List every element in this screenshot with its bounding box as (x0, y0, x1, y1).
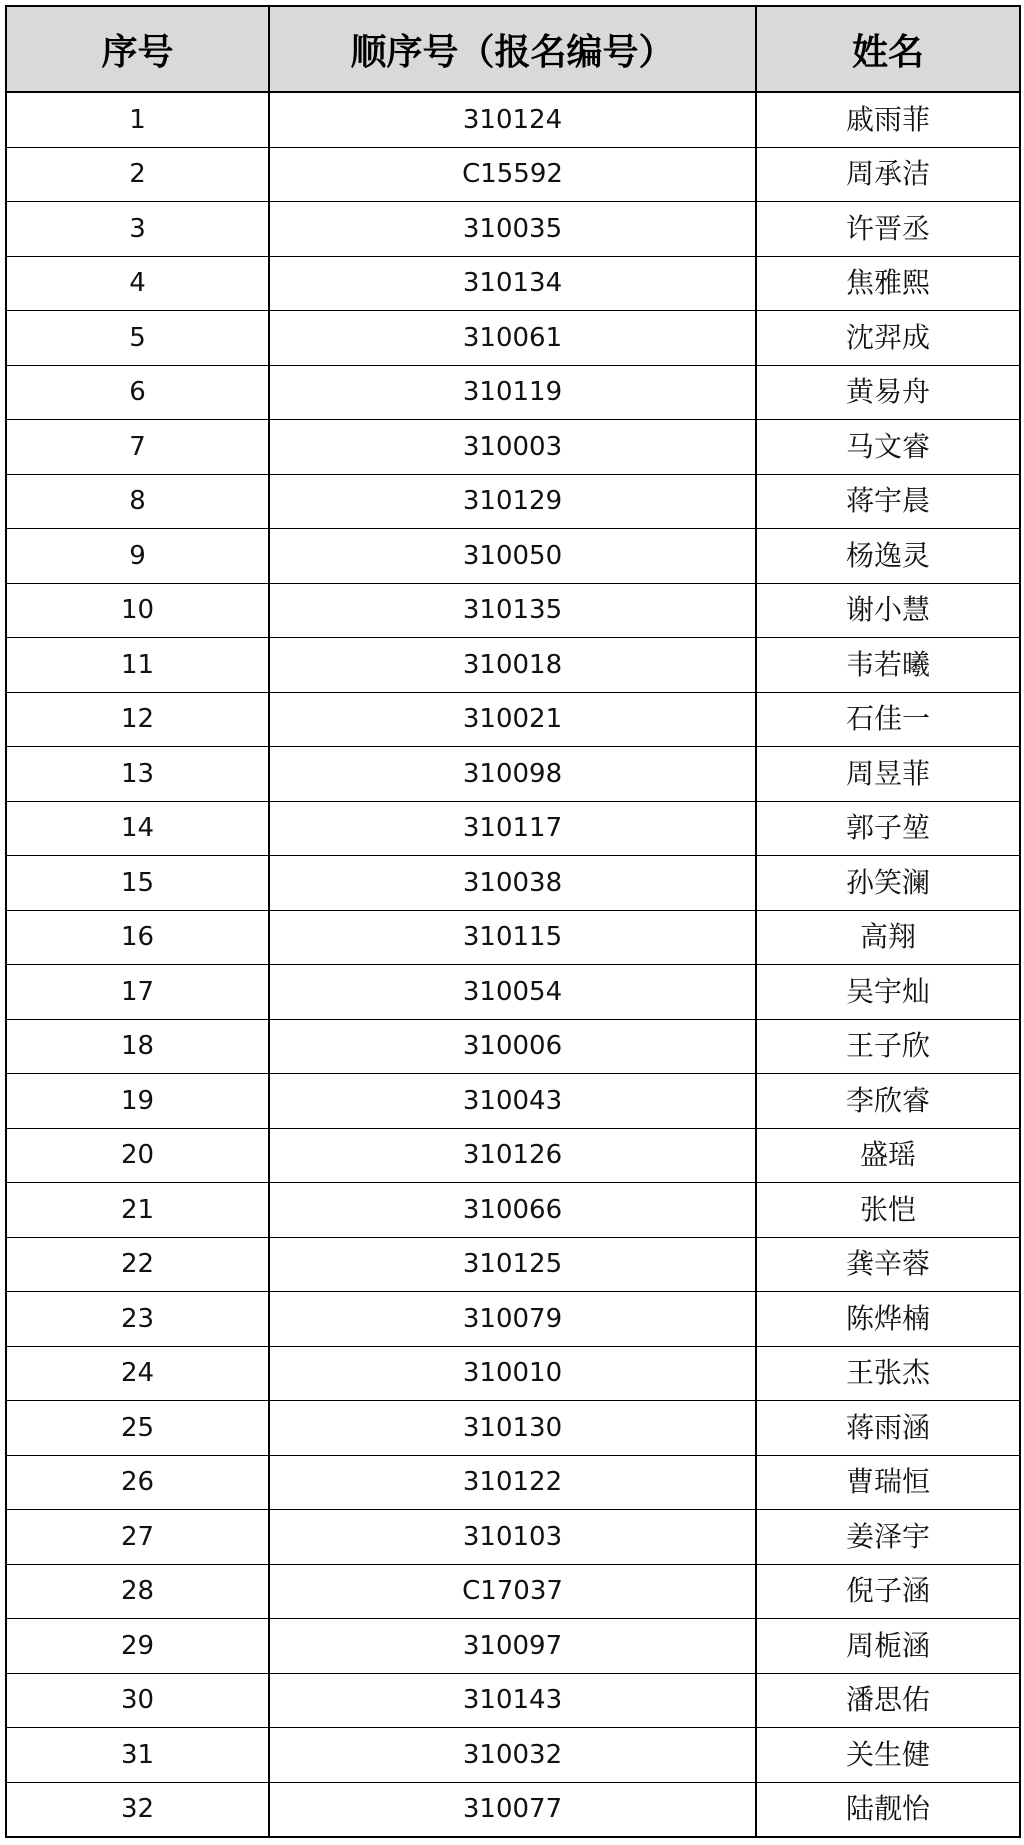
row-index: 3 (6, 202, 269, 257)
row-index: 20 (6, 1128, 269, 1183)
row-name: 王张杰 (756, 1346, 1020, 1401)
row-registration-number: 310135 (269, 583, 756, 638)
row-registration-number: 310129 (269, 474, 756, 529)
row-index: 11 (6, 638, 269, 693)
row-name: 谢小慧 (756, 583, 1020, 638)
row-index: 10 (6, 583, 269, 638)
row-index: 28 (6, 1564, 269, 1619)
row-name: 石佳一 (756, 692, 1020, 747)
row-name: 郭子堃 (756, 801, 1020, 856)
table-row (6, 1619, 1020, 1674)
row-index: 31 (6, 1728, 269, 1783)
row-registration-number: 310003 (269, 420, 756, 475)
table-row (6, 638, 1020, 693)
row-index: 22 (6, 1237, 269, 1292)
row-registration-number: 310115 (269, 910, 756, 965)
table-row (6, 910, 1020, 965)
row-registration-number: 310098 (269, 747, 756, 802)
table-row (6, 1401, 1020, 1456)
row-index: 15 (6, 856, 269, 911)
header-index: 序号 (6, 6, 269, 92)
row-name: 潘思佑 (756, 1673, 1020, 1728)
row-registration-number: 310134 (269, 256, 756, 311)
row-name: 马文睿 (756, 420, 1020, 475)
row-index: 2 (6, 147, 269, 202)
table-row (6, 583, 1020, 638)
table-row (6, 1782, 1020, 1837)
header-registration-number: 顺序号（报名编号） (269, 6, 756, 92)
roster-table (5, 5, 1021, 1838)
table-row (6, 1183, 1020, 1238)
row-name: 李欣睿 (756, 1074, 1020, 1129)
row-registration-number: 310124 (269, 92, 756, 147)
row-index: 19 (6, 1074, 269, 1129)
table-row (6, 1074, 1020, 1129)
row-registration-number: 310035 (269, 202, 756, 257)
row-index: 1 (6, 92, 269, 147)
row-registration-number: C15592 (269, 147, 756, 202)
table-row (6, 1455, 1020, 1510)
row-name: 孙笑澜 (756, 856, 1020, 911)
row-name: 周承洁 (756, 147, 1020, 202)
table-row (6, 256, 1020, 311)
row-registration-number: 310006 (269, 1019, 756, 1074)
row-index: 25 (6, 1401, 269, 1456)
table-row (6, 311, 1020, 366)
table-row (6, 856, 1020, 911)
row-name: 黄易舟 (756, 365, 1020, 420)
row-registration-number: 310097 (269, 1619, 756, 1674)
row-index: 23 (6, 1292, 269, 1347)
row-registration-number: 310054 (269, 965, 756, 1020)
row-name: 戚雨菲 (756, 92, 1020, 147)
row-index: 17 (6, 965, 269, 1020)
row-name: 周昱菲 (756, 747, 1020, 802)
table-body (6, 92, 1020, 1837)
row-registration-number: 310010 (269, 1346, 756, 1401)
row-index: 16 (6, 910, 269, 965)
row-name: 曹瑞恒 (756, 1455, 1020, 1510)
row-name: 关生健 (756, 1728, 1020, 1783)
table-row (6, 801, 1020, 856)
row-index: 7 (6, 420, 269, 475)
row-name: 许晋丞 (756, 202, 1020, 257)
row-registration-number: 310032 (269, 1728, 756, 1783)
row-registration-number: 310143 (269, 1673, 756, 1728)
table-row (6, 965, 1020, 1020)
table-row (6, 1673, 1020, 1728)
table-row (6, 474, 1020, 529)
row-index: 5 (6, 311, 269, 366)
row-name: 周栀涵 (756, 1619, 1020, 1674)
row-name: 杨逸灵 (756, 529, 1020, 584)
row-index: 18 (6, 1019, 269, 1074)
row-registration-number: 310125 (269, 1237, 756, 1292)
row-registration-number: 310038 (269, 856, 756, 911)
table-row (6, 1019, 1020, 1074)
row-registration-number: 310117 (269, 801, 756, 856)
row-index: 21 (6, 1183, 269, 1238)
table-row (6, 92, 1020, 147)
row-registration-number: 310119 (269, 365, 756, 420)
row-registration-number: 310103 (269, 1510, 756, 1565)
row-name: 姜泽宇 (756, 1510, 1020, 1565)
row-index: 26 (6, 1455, 269, 1510)
row-registration-number: 310066 (269, 1183, 756, 1238)
table-row (6, 529, 1020, 584)
row-index: 8 (6, 474, 269, 529)
row-registration-number: 310061 (269, 311, 756, 366)
row-name: 陈烨楠 (756, 1292, 1020, 1347)
row-index: 30 (6, 1673, 269, 1728)
table-row (6, 147, 1020, 202)
table-row (6, 692, 1020, 747)
table-row (6, 1292, 1020, 1347)
row-index: 27 (6, 1510, 269, 1565)
row-registration-number: 310050 (269, 529, 756, 584)
row-name: 吴宇灿 (756, 965, 1020, 1020)
table-row (6, 1128, 1020, 1183)
row-name: 韦若曦 (756, 638, 1020, 693)
row-name: 蒋雨涵 (756, 1401, 1020, 1456)
row-name: 龚辛蓉 (756, 1237, 1020, 1292)
row-registration-number: C17037 (269, 1564, 756, 1619)
header-name: 姓名 (756, 6, 1020, 92)
row-name: 陆靓怡 (756, 1782, 1020, 1837)
table-header-row (6, 6, 1020, 92)
row-registration-number: 310043 (269, 1074, 756, 1129)
row-index: 32 (6, 1782, 269, 1837)
row-name: 张恺 (756, 1183, 1020, 1238)
row-registration-number: 310126 (269, 1128, 756, 1183)
table-row (6, 747, 1020, 802)
row-index: 24 (6, 1346, 269, 1401)
row-index: 14 (6, 801, 269, 856)
table-row (6, 420, 1020, 475)
row-index: 9 (6, 529, 269, 584)
table-row (6, 1564, 1020, 1619)
row-registration-number: 310018 (269, 638, 756, 693)
table-row (6, 1237, 1020, 1292)
row-registration-number: 310079 (269, 1292, 756, 1347)
table-row (6, 1728, 1020, 1783)
table-row (6, 1346, 1020, 1401)
row-registration-number: 310130 (269, 1401, 756, 1456)
row-name: 高翔 (756, 910, 1020, 965)
row-name: 倪子涵 (756, 1564, 1020, 1619)
row-name: 沈羿成 (756, 311, 1020, 366)
row-name: 王子欣 (756, 1019, 1020, 1074)
row-registration-number: 310122 (269, 1455, 756, 1510)
table-row (6, 202, 1020, 257)
row-registration-number: 310077 (269, 1782, 756, 1837)
row-name: 盛瑶 (756, 1128, 1020, 1183)
row-name: 蒋宇晨 (756, 474, 1020, 529)
table-row (6, 1510, 1020, 1565)
row-index: 12 (6, 692, 269, 747)
row-registration-number: 310021 (269, 692, 756, 747)
row-index: 4 (6, 256, 269, 311)
row-index: 13 (6, 747, 269, 802)
table-row (6, 365, 1020, 420)
row-index: 6 (6, 365, 269, 420)
row-index: 29 (6, 1619, 269, 1674)
row-name: 焦雅熙 (756, 256, 1020, 311)
